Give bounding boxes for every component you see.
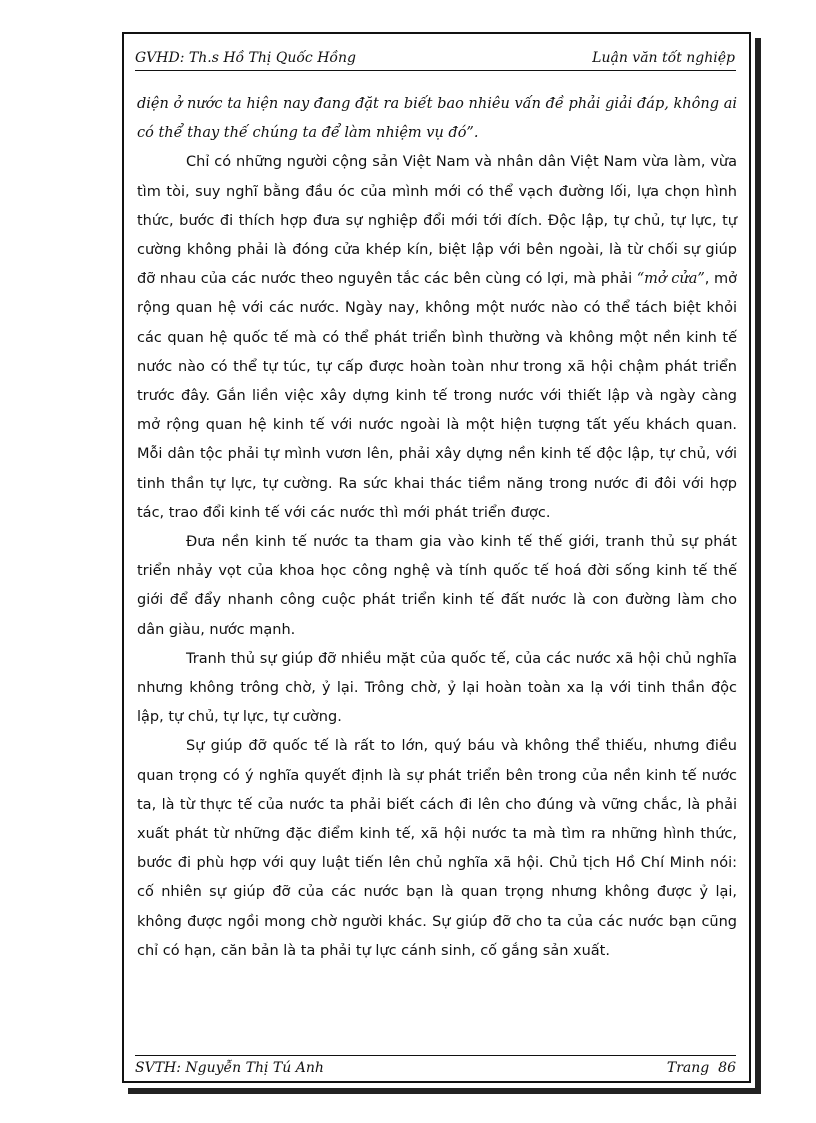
- paragraph-1-emphasis: “mở cửa”: [636, 271, 705, 288]
- intro-paragraph: diện ở nước ta hiện nay đang đặt ra biết bao nhiêu vấn đề phải giải đáp, không ai có thể thay thế chúng ta để làm nhiệm vụ đó”.: [137, 96, 737, 142]
- paragraph-2: Đưa nền kinh tế nước ta tham gia vào kinh tế thế giới, tranh thủ sự phát triển nhảy vọt của khoa học công nghệ và tính quốc tế hoá đời sống kinh tế thế giới để đẩy nhanh công cuộc phát triển kinh tế đất nước là con đường làm cho dân giàu, nước mạnh.: [137, 534, 737, 638]
- header-divider: [135, 70, 736, 71]
- paragraph-1-part-a: Chỉ có những người cộng sản Việt Nam và nhân dân Việt Nam vừa làm, vừa tìm tòi, suy nghĩ bằng đầu óc của mình mới có thể vạch đường lối, lựa chọn hình thức, bước đi thích hợp đưa sự nghiệp đổi mới tới đích. Độc lập, tự chủ, tự lực, tự cường không phải là đóng cửa khép kín, biệt lập với bên ngoài, là từ chối sự giúp đỡ nhau của các nước theo nguyên tắc các bên cùng có lợi, mà phải: [137, 154, 737, 288]
- student-name: SVTH: Nguyễn Thị Tú Anh: [135, 1060, 324, 1076]
- footer-divider: [135, 1055, 736, 1056]
- body-text: [137, 90, 737, 966]
- advisor-name: GVHD: Th.s Hồ Thị Quốc Hồng: [135, 50, 356, 66]
- paragraph-1: [137, 148, 737, 528]
- page-shadow-right: [755, 38, 761, 1091]
- page-label: Trang: [666, 1060, 710, 1076]
- paragraph-1-part-b: , mở rộng quan hệ với các nước. Ngày nay, không một nước nào có thể tách biệt khỏi các quan hệ quốc tế mà có thể phát triển bình thường và không một nền kinh tế nước nào có thể tự túc, tự cấp được hoàn toàn như trong xã hội chậm phát triển trước đây. Gắn liền việc xây dựng kinh tế trong nước với thiết lập và ngày càng mở rộng quan hệ kinh tế với nước ngoài là một hiện tượng tất yếu khách quan. Mỗi dân tộc phải tự mình vươn lên, phải xây dựng nền kinh tế độc lập, tự chủ, với tinh thần tự lực, tự cường. Ra sức khai thác tiềm năng trong nước đi đôi với hợp tác, trao đổi kinh tế với các nước thì mới phát triển được.: [137, 271, 738, 521]
- thesis-label: Luận văn tốt nghiệp: [592, 50, 735, 66]
- paragraph-3: Tranh thủ sự giúp đỡ nhiều mặt của quốc tế, của các nước xã hội chủ nghĩa nhưng không trông chờ, ỷ lại. Trông chờ, ỷ lại hoàn toàn xa lạ với tinh thần độc lập, tự chủ, tự lực, tự cường.: [137, 650, 737, 726]
- page-footer: [135, 1060, 736, 1084]
- page-number-block: [667, 1060, 736, 1076]
- paragraph-4: Sự giúp đỡ quốc tế là rất to lớn, quý báu và không thể thiếu, nhưng điều quan trọng có ý nghĩa quyết định là sự phát triển bên trong của nền kinh tế nước ta, là từ thực tế của nước ta phải biết cách đi lên cho đúng và vững chắc, là phải xuất phát từ những đặc điểm kinh tế, xã hội nước ta mà tìm ra những hình thức, bước đi phù hợp với quy luật tiến lên chủ nghĩa xã hội. Chủ tịch Hồ Chí Minh nói: cố nhiên sự giúp đỡ của các nước bạn là quan trọng nhưng không được ỷ lại, không được ngồi mong chờ người khác. Sự giúp đỡ cho ta của các nước bạn cũng chỉ có hạn, căn bản là ta phải tự lực cánh sinh, cố gắng sản xuất.: [137, 738, 737, 959]
- page-shadow-bottom: [128, 1088, 761, 1094]
- page-number: 86: [718, 1060, 736, 1076]
